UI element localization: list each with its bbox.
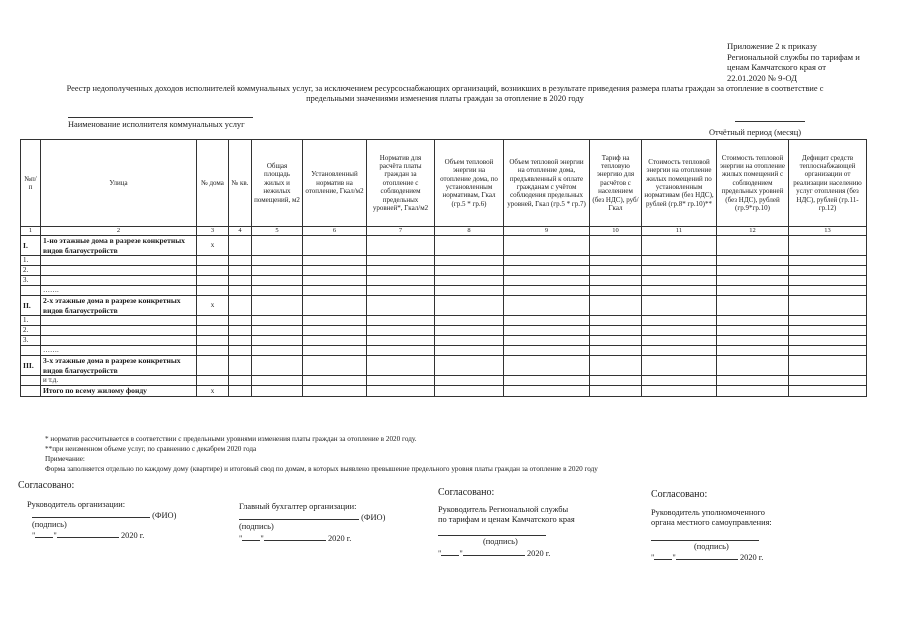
col-header: Общая площадь жилых и нежилых помещений, м2 (252, 140, 303, 227)
table-cell (590, 296, 642, 316)
appendix-line: Приложение 2 к приказу (727, 41, 817, 51)
table-cell (435, 286, 504, 296)
table-cell (435, 386, 504, 397)
table-cell (303, 266, 367, 276)
col-header: Объем тепловой энергии на отопление дома, предъявленный к оплате гражданам с учётом соблюдения предельных уровней, Гкал (гр.5 * гр.7) (504, 140, 590, 227)
table-cell (367, 296, 435, 316)
date-field: " " 2020 г. (32, 531, 145, 540)
table-cell (229, 236, 252, 256)
table-cell (367, 326, 435, 336)
table-cell (229, 276, 252, 286)
table-cell (303, 296, 367, 316)
table-cell (504, 356, 590, 376)
sign-label: (подпись) (694, 542, 729, 551)
table-cell (717, 276, 789, 286)
executor-underline (68, 117, 253, 118)
fio-field: (ФИО) (239, 513, 385, 524)
table-cell (590, 386, 642, 397)
table-cell (367, 266, 435, 276)
table-cell (41, 266, 197, 276)
table-cell (435, 276, 504, 286)
table-cell (717, 286, 789, 296)
period-underline (735, 121, 805, 122)
table-cell (504, 326, 590, 336)
table-row (21, 286, 867, 296)
table-row (21, 326, 867, 336)
table-cell (435, 236, 504, 256)
table-cell (303, 376, 367, 386)
head-rst-line: по тарифам и ценам Камчатского края (438, 515, 575, 524)
table-cell (303, 286, 367, 296)
signature-underline (438, 535, 546, 536)
table-cell (367, 276, 435, 286)
table-cell (504, 286, 590, 296)
table-cell (229, 386, 252, 397)
table-cell (229, 256, 252, 266)
group-mark: х (197, 296, 229, 316)
table-cell: ……. (41, 286, 197, 296)
table-cell (303, 386, 367, 397)
table-cell: 3. (21, 336, 41, 346)
table-cell (789, 256, 867, 266)
table-cell (642, 296, 717, 316)
table-cell (41, 316, 197, 326)
table-cell (789, 316, 867, 326)
table-cell: 1. (21, 256, 41, 266)
table-cell (367, 236, 435, 256)
table-cell (642, 346, 717, 356)
table-row (21, 346, 867, 356)
footnote: * норматив рассчитывается в соответствии с предельными уровнями изменения платы граждан за отопление в 2020 году. (45, 435, 417, 443)
table-cell (367, 376, 435, 386)
table-cell (229, 356, 252, 376)
table-cell (197, 346, 229, 356)
table-cell (642, 256, 717, 266)
table-cell (367, 356, 435, 376)
column-number-row (21, 227, 867, 236)
table-cell (367, 386, 435, 397)
table-cell (303, 256, 367, 266)
chief-accountant-label: Главный бухгалтер организации: (239, 502, 357, 511)
col-number: 4 (229, 227, 252, 236)
table-cell (717, 316, 789, 326)
table-cell (642, 356, 717, 376)
head-local-line: органа местного самоуправления: (651, 518, 772, 527)
registry-table (20, 139, 867, 397)
table-cell (252, 236, 303, 256)
table-cell (435, 296, 504, 316)
table-cell (197, 316, 229, 326)
table-cell (229, 336, 252, 346)
head-rst-line: Руководитель Региональной службы (438, 505, 569, 514)
col-header: Установленный норматив на отопление, Гкал/м2 (303, 140, 367, 227)
table-row (21, 256, 867, 266)
col-header: Улица (41, 140, 197, 227)
col-header: Тариф на тепловую энергию для расчётов с населением (без НДС), руб/Гкал (590, 140, 642, 227)
group-number: I. (21, 236, 41, 256)
table-cell: 3. (21, 276, 41, 286)
table-cell (504, 376, 590, 386)
table-cell (504, 336, 590, 346)
group-number: III. (21, 356, 41, 376)
date-field: " " 2020 г. (239, 534, 352, 543)
table-cell (229, 326, 252, 336)
table-cell (789, 266, 867, 276)
group-row (21, 296, 867, 316)
table-cell (789, 376, 867, 386)
table-cell (252, 296, 303, 316)
table-cell (717, 386, 789, 397)
agreed-label: Согласовано: (651, 489, 708, 500)
table-cell (642, 276, 717, 286)
table-cell (590, 336, 642, 346)
table-cell (590, 266, 642, 276)
date-field: " " 2020 г. (651, 553, 764, 562)
table-cell (252, 386, 303, 397)
table-cell (303, 276, 367, 286)
sign-label: (подпись) (239, 522, 274, 531)
table-cell (590, 316, 642, 326)
col-number: 1 (21, 227, 41, 236)
table-row (21, 316, 867, 326)
table-cell (252, 286, 303, 296)
table-cell (789, 386, 867, 397)
table-row (21, 376, 867, 386)
table-cell (717, 346, 789, 356)
sign-label: (подпись) (483, 537, 518, 546)
table-cell (41, 256, 197, 266)
table-row (21, 276, 867, 286)
table-cell (642, 236, 717, 256)
col-header: Норматив для расчёта платы граждан за отопление с соблюдением предельных уровней*, Гкал/м2 (367, 140, 435, 227)
table-cell (642, 286, 717, 296)
table-cell (303, 346, 367, 356)
table-cell (590, 286, 642, 296)
table-cell (252, 336, 303, 346)
appendix-note (727, 41, 897, 83)
table-cell (303, 336, 367, 346)
table-cell (229, 296, 252, 316)
table-cell (367, 316, 435, 326)
table-cell (367, 346, 435, 356)
table-cell (590, 236, 642, 256)
table-cell (590, 356, 642, 376)
table-cell (41, 276, 197, 286)
table-cell (789, 276, 867, 286)
table-cell (21, 386, 41, 397)
table-cell (504, 276, 590, 286)
col-number: 8 (435, 227, 504, 236)
col-number: 9 (504, 227, 590, 236)
table-cell (642, 376, 717, 386)
table-cell (789, 336, 867, 346)
table-cell (367, 336, 435, 346)
head-local-line: Руководитель уполномоченного (651, 508, 765, 517)
col-number: 11 (642, 227, 717, 236)
title-line-2: предельными значениями изменения платы граждан за отопление в 2020 году (306, 94, 584, 103)
col-header: Стоимость тепловой энергии на отопление жилых помещений с соблюдением предельных уровней (без НДС), рублей (гр.9*гр.10) (717, 140, 789, 227)
table-cell (435, 376, 504, 386)
fio-field: (ФИО) (32, 511, 176, 522)
table-cell (717, 266, 789, 276)
signature-underline (651, 540, 759, 541)
col-header: Объем тепловой энергии на отопление дома, по установленным нормативам, Гкал (гр.5 * гр.6) (435, 140, 504, 227)
group-name: 3-х этажные дома в разрезе конкретных видов благоустройств (41, 356, 197, 376)
table-cell (303, 236, 367, 256)
footnote: Примечание: (45, 455, 85, 463)
table-cell (367, 286, 435, 296)
table-cell (590, 376, 642, 386)
table-cell (642, 266, 717, 276)
table-cell (435, 316, 504, 326)
table-cell (789, 356, 867, 376)
group-name: 2-х этажные дома в разрезе конкретных видов благоустройств (41, 296, 197, 316)
table-cell (435, 336, 504, 346)
table-cell (504, 296, 590, 316)
appendix-line: 22.01.2020 № 9-ОД (727, 72, 797, 83)
table-cell (590, 256, 642, 266)
table-cell (21, 346, 41, 356)
table-cell (21, 286, 41, 296)
col-header: № дома (197, 140, 229, 227)
table-cell (717, 376, 789, 386)
col-number: 3 (197, 227, 229, 236)
col-header: №п/п (21, 140, 41, 227)
table-cell (367, 256, 435, 266)
table-cell: 2. (21, 266, 41, 276)
head-org-label: Руководитель организации: (27, 500, 126, 509)
table-cell (197, 336, 229, 346)
table-cell (41, 336, 197, 346)
date-field: " " 2020 г. (438, 549, 551, 558)
appendix-line: ценам Камчатского края от (727, 62, 826, 72)
agreed-label: Согласовано: (438, 487, 495, 498)
table-cell (252, 346, 303, 356)
table-cell (789, 236, 867, 256)
table-row (21, 336, 867, 346)
table-cell (717, 296, 789, 316)
table-cell (435, 356, 504, 376)
table-cell (435, 346, 504, 356)
table-cell: 1. (21, 316, 41, 326)
table-cell (717, 356, 789, 376)
table-cell (252, 356, 303, 376)
col-header: Дефицит средств теплоснабжающей организации от реализации населению услуг отопления (без НДС), рублей (гр.11-гр.12) (789, 140, 867, 227)
col-header: Стоимость тепловой энергии на отопление жилых помещений по установленным нормативам (без НДС), рублей (гр.8* гр.10)** (642, 140, 717, 227)
footnote: Форма заполняется отдельно по каждому дому (квартире) и итоговый свод по домам, в которых выявлено превышение предельного уровня платы граждан за отопление в 2020 году (45, 465, 598, 473)
table-cell (435, 326, 504, 336)
col-number: 5 (252, 227, 303, 236)
table-cell (435, 256, 504, 266)
table-cell (590, 276, 642, 286)
table-cell (789, 346, 867, 356)
table-cell (789, 296, 867, 316)
table-cell (21, 376, 41, 386)
table-cell (504, 346, 590, 356)
group-mark: х (197, 236, 229, 256)
table-cell (642, 316, 717, 326)
col-number: 13 (789, 227, 867, 236)
appendix-line: Региональной службы по тарифам и (727, 51, 860, 62)
table-cell (197, 356, 229, 376)
table-cell (303, 316, 367, 326)
table-cell (229, 316, 252, 326)
table-cell (789, 326, 867, 336)
table-cell (642, 336, 717, 346)
table-cell (252, 266, 303, 276)
col-number: 12 (717, 227, 789, 236)
table-cell (435, 266, 504, 276)
table-cell (252, 376, 303, 386)
col-number: 7 (367, 227, 435, 236)
table-cell (303, 356, 367, 376)
table-cell (252, 316, 303, 326)
table-cell (590, 326, 642, 336)
table-cell: 2. (21, 326, 41, 336)
table-cell (642, 386, 717, 397)
table-cell (504, 256, 590, 266)
col-number: 6 (303, 227, 367, 236)
document-title (30, 84, 860, 104)
table-cell (197, 326, 229, 336)
executor-label: Наименование исполнителя коммунальных услуг (68, 120, 245, 129)
table-cell (504, 386, 590, 397)
group-name: 1-но этажные дома в разрезе конкретных видов благоустройств (41, 236, 197, 256)
table-cell (229, 286, 252, 296)
table-cell (252, 326, 303, 336)
table-cell (504, 236, 590, 256)
table-cell (303, 326, 367, 336)
table-cell (197, 256, 229, 266)
table-cell (789, 286, 867, 296)
total-mark: х (197, 386, 229, 397)
table-cell (717, 326, 789, 336)
table-cell (197, 276, 229, 286)
table-cell (504, 316, 590, 326)
table-cell (717, 256, 789, 266)
footnotes (45, 434, 865, 474)
col-number: 2 (41, 227, 197, 236)
title-line-1: Реестр недополученных доходов исполнителей коммунальных услуг, за исключением ресурсоснабжающих организаций, возникших в результате приведения размера платы граждан за отопление в соответствие с (66, 84, 824, 93)
group-number: II. (21, 296, 41, 316)
table-cell: ……. (41, 346, 197, 356)
table-cell (504, 266, 590, 276)
table-row (21, 266, 867, 276)
table-cell (252, 276, 303, 286)
table-cell (197, 286, 229, 296)
sign-label: (подпись) (32, 520, 67, 529)
table-cell (41, 326, 197, 336)
col-header: № кв. (229, 140, 252, 227)
table-cell (229, 266, 252, 276)
table-cell (590, 346, 642, 356)
table-cell (717, 236, 789, 256)
total-row (21, 386, 867, 397)
table-cell (197, 376, 229, 386)
group-row (21, 236, 867, 256)
period-label: Отчётный период (месяц) (709, 128, 802, 137)
group-row (21, 356, 867, 376)
table-cell (252, 256, 303, 266)
table-cell (717, 336, 789, 346)
table-cell (197, 266, 229, 276)
col-number: 10 (590, 227, 642, 236)
agreed-label: Согласовано: (18, 480, 75, 491)
total-label: Итого по всему жилому фонду (41, 386, 197, 397)
table-cell (642, 326, 717, 336)
table-cell (229, 376, 252, 386)
header-row (21, 140, 867, 227)
footnote: **при неизменном объеме услуг, по сравнению с декабрем 2020 года (45, 445, 257, 453)
table-cell (229, 346, 252, 356)
table-cell: и т.д. (41, 376, 197, 386)
